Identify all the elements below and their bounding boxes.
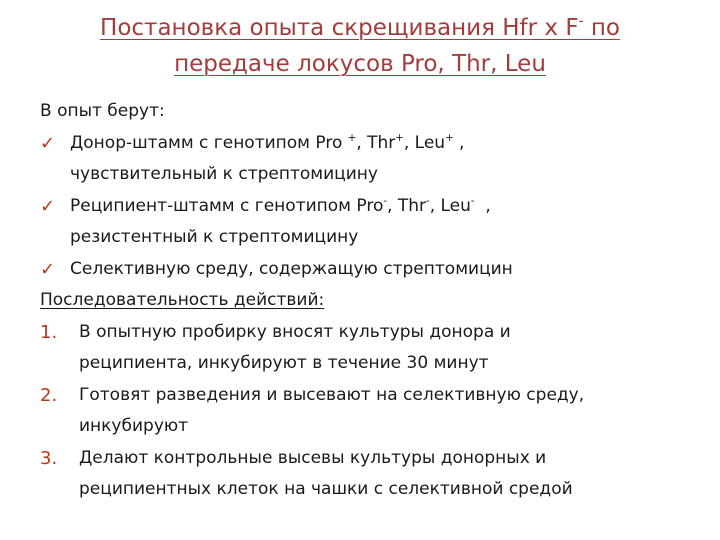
slide-title: [40, 10, 680, 82]
item-line: Реципиент-штамм с генотипом Pro-, Thr-, Leu- ,: [70, 195, 491, 216]
step-line: В опытную пробирку вносят культуры донора и: [79, 321, 511, 342]
step-item: [40, 443, 690, 506]
check-icon: ✓: [40, 195, 56, 217]
slide-body: [40, 96, 690, 506]
item-line: Донор-штамм с генотипом Pro +, Thr+, Leu+ ,: [70, 132, 465, 153]
list-item: [40, 128, 690, 191]
step-number: 3.: [40, 447, 58, 469]
step-line: инкубируют: [79, 416, 189, 436]
step-line: Готовят разведения и высевают на селективную среду,: [79, 384, 585, 405]
steps-heading: Последовательность действий:: [40, 290, 325, 310]
step-number: 2.: [40, 384, 58, 406]
step-line: реципиента, инкубируют в течение 30 минут: [79, 353, 489, 373]
item-line: чувствительный к стрептомицину: [70, 164, 378, 184]
intro-heading: В опыт берут:: [40, 101, 165, 121]
title-line-1: [40, 10, 680, 46]
title-superscript: -: [578, 13, 584, 30]
list-item: [40, 191, 690, 254]
step-item: [40, 380, 690, 443]
list-item: [40, 254, 690, 286]
title-text-a: Постановка опыта скрещивания Hfr x F: [100, 15, 579, 41]
check-icon: ✓: [40, 258, 56, 280]
step-item: [40, 317, 690, 380]
title-line-2: передаче локусов Pro, Thr, Leu: [174, 51, 546, 77]
step-line: реципиентных клеток на чашки с селективной средой: [79, 479, 573, 499]
title-text-b: по: [583, 15, 620, 41]
item-line: Селективную среду, содержащую стрептомицин: [70, 258, 513, 279]
step-number: 1.: [40, 321, 58, 343]
step-line: Делают контрольные высевы культуры донорных и: [79, 447, 547, 468]
check-icon: ✓: [40, 132, 56, 154]
item-line: резистентный к стрептомицину: [70, 227, 359, 247]
